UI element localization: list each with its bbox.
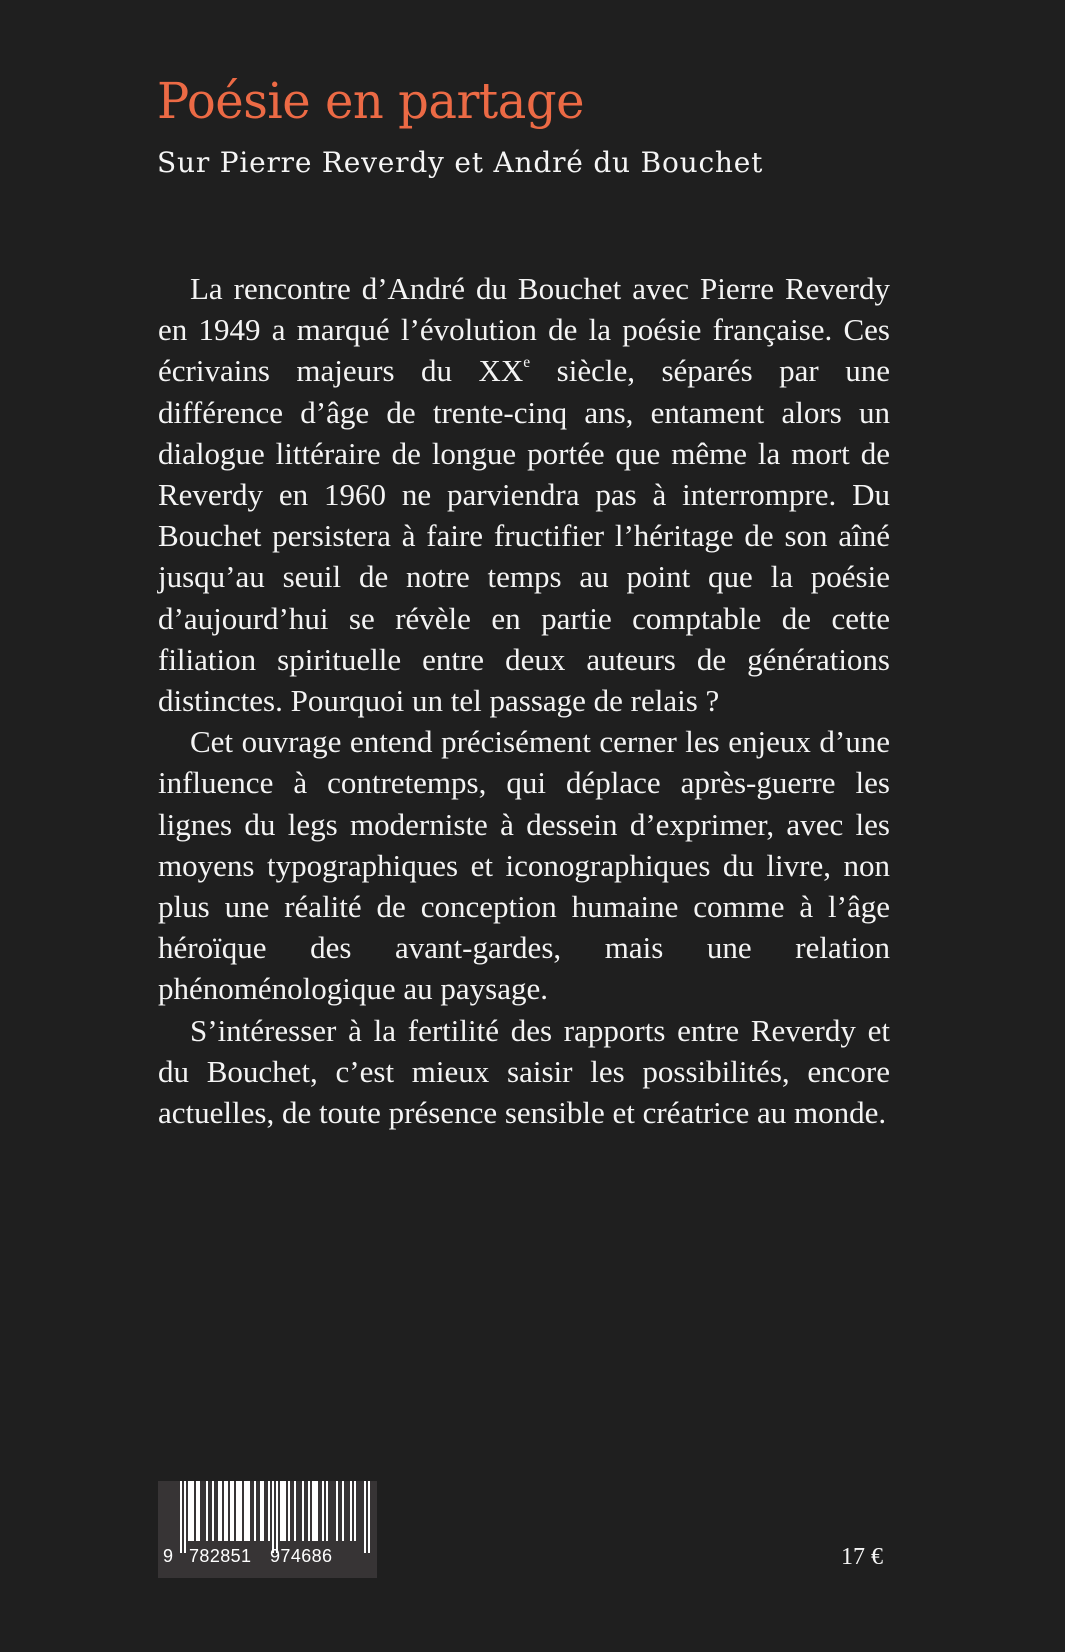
barcode-guard-bar: [180, 1481, 182, 1553]
barcode-bar: [192, 1481, 194, 1541]
barcode-bar: [260, 1481, 262, 1541]
barcode-bar: [196, 1481, 198, 1541]
barcode-bar: [326, 1481, 328, 1541]
barcode-bar: [350, 1481, 352, 1541]
barcode-bar: [302, 1481, 304, 1541]
back-cover-blurb: [158, 268, 890, 1133]
barcode-bar: [224, 1481, 226, 1541]
barcode-bar: [314, 1481, 316, 1541]
barcode-digits-left: 782851: [189, 1546, 252, 1566]
barcode-bar: [336, 1481, 338, 1541]
barcode-bar: [294, 1481, 296, 1541]
barcode-guard-bar: [272, 1481, 274, 1553]
barcode-bar: [236, 1481, 238, 1541]
book-title: Poésie en partage: [157, 72, 585, 130]
barcode-bar: [280, 1481, 282, 1541]
barcode-bar: [342, 1481, 344, 1541]
barcode-bar: [238, 1481, 240, 1541]
barcode-bar: [218, 1481, 220, 1541]
blurb-paragraph-3: S’intéresser à la fertilité des rapports entre Reverdy et du Bouchet, c’est mieux saisir les possibilités, encore actuelles, de toute présence sensible et créatrice au monde.: [158, 1012, 890, 1131]
blurb-paragraph-1: [158, 268, 890, 721]
barcode-bar: [282, 1481, 284, 1541]
barcode-guard-bar: [368, 1481, 370, 1553]
barcode-bar: [246, 1481, 248, 1541]
barcode-digits-right: 974686: [270, 1546, 333, 1566]
barcode-bar: [248, 1481, 250, 1541]
barcode-bar: [322, 1481, 324, 1541]
isbn-barcode: [158, 1481, 377, 1578]
barcode-bar: [262, 1481, 264, 1541]
barcode-bar: [188, 1481, 190, 1541]
barcode-bar: [312, 1481, 314, 1541]
barcode-bar: [220, 1481, 222, 1541]
barcode-bar: [254, 1481, 256, 1541]
blurb-p1-text-a: La rencontre d’André du Bouchet avec Pierre Reverdy en 1949 a marqué l’évolution de la poésie française. Ces écrivains majeurs du XX: [158, 271, 890, 389]
barcode-bar: [316, 1481, 318, 1541]
barcode-bar: [190, 1481, 192, 1541]
barcode-bar: [308, 1481, 310, 1541]
barcode-bar: [268, 1481, 270, 1541]
barcode-guard-bar: [364, 1481, 366, 1553]
barcode-bar: [206, 1481, 208, 1541]
barcode-bar: [226, 1481, 228, 1541]
blurb-paragraph-2: Cet ouvrage entend précisément cerner les enjeux d’une influence à contretemps, qui déplace après-guerre les lignes du legs moderniste à dessein d’exprimer, avec les moyens typographiques et iconographiques du livre, non plus une réalité de conception humaine comme à l’âge héroïque des avant-gardes, mais une relation phénoménologique au paysage.: [158, 724, 890, 1007]
barcode-bar: [354, 1481, 356, 1541]
book-subtitle: Sur Pierre Reverdy et André du Bouchet: [157, 146, 764, 179]
barcode-bar: [288, 1481, 290, 1541]
blurb-p1-text-b: siècle, séparés par une différence d’âge de trente-cinq ans, entament alors un dialogue littéraire de longue portée que même la mort de Reverdy en 1960 ne parviendra pas à interrompre. Du Bouchet persistera à faire fructifier l’héritage de son aîné jusqu’au seuil de notre temps au point que la poésie d’aujourd’hui se révèle en partie comptable de cette filiation spirituelle entre deux auteurs de générations distinctes. Pourquoi un tel passage de relais ?: [158, 353, 890, 719]
barcode-bar: [198, 1481, 200, 1541]
century-superscript: e: [523, 354, 531, 372]
barcode-bar: [244, 1481, 246, 1541]
barcode-bar: [230, 1481, 232, 1541]
barcode-digit-first: 9: [163, 1546, 174, 1566]
barcode-bar: [212, 1481, 214, 1541]
barcode-bar: [232, 1481, 234, 1541]
price-label: 17 €: [841, 1544, 883, 1570]
barcode-bar: [284, 1481, 286, 1541]
barcode-guard-bar: [184, 1481, 186, 1553]
barcode-bar: [240, 1481, 242, 1541]
barcode-guard-bar: [276, 1481, 278, 1553]
